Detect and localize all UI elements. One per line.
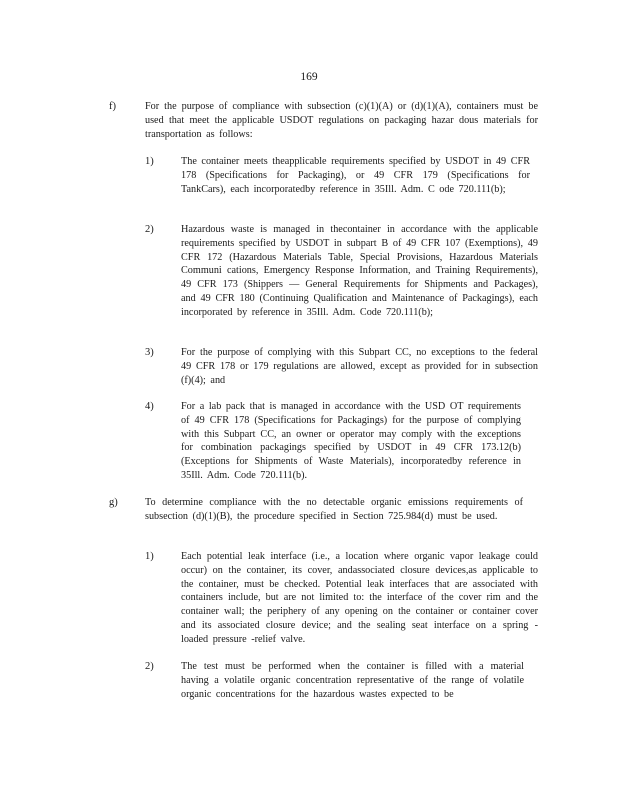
item-text-g1: Each potential leak interface (i.e., a location where organic vapor leakage could occur) on the container, its cover, andassociated closure devices,as applicable to the container, must be checked. Potential leak interfaces that are associated with containers include, but are not limited to: the interface of the cover rim and the container wall; the periphery of any opening on the container or container cover and its associated closure device; and the sealing seat interface on a spring -loaded pressure -relief valve. [181,551,538,645]
item-label-f4: 4) [145,401,154,412]
item-label-g1: 1) [145,551,154,562]
item-text-g2: The test must be performed when the container is filled with a material having a volatile organic concentration representative of the range of volatile organic concentrations for the hazardous wastes expected to be [181,661,524,700]
page-number: 169 [300,71,318,83]
item-label-g2: 2) [145,661,154,672]
item-label-f2: 2) [145,224,154,235]
item-label-f3: 3) [145,347,154,358]
section-label-g: g) [109,497,118,508]
item-text-f1: The container meets theapplicable requirements specified by USDOT in 49 CFR 178 (Specifications for Packaging), or 49 CFR 179 (Specifications for TankCars), each incorporatedby reference in 35Ill. Adm. C ode 720.111(b); [181,156,530,195]
item-text-f4: For a lab pack that is managed in accordance with the USD OT requirements of 49 CFR 178 (Specifications for Packagings) for the purpose of complying with this Subpart CC, an owner or operator may comply with the exceptions for combination packagings specified by USDOT in 49 CFR 173.12(b) (Exceptions for Shipments of Waste Materials), incorporatedby reference in 35Ill. Adm. Code 720.111(b). [181,401,521,481]
section-text-f: For the purpose of compliance with subsection (c)(1)(A) or (d)(1)(A), containers must be used that meet the applicable USDOT regulations on packaging hazar dous materials for transportation as follows: [145,101,538,140]
item-text-f2: Hazardous waste is managed in thecontainer in accordance with the applicable requirements specified by USDOT in subpart B of 49 CFR 107 (Exemptions), 49 CFR 172 (Hazardous Materials Table, Special Provisions, Hazardous Materials Communi cations, Emergency Response Information, and Training Requirements), 49 CFR 173 (Shippers — General Requirements for Shipments and Packages), and 49 CFR 180 (Continuing Qualification and Maintenance of Packagings), each incorporated by reference in 35Ill. Adm. Code 720.111(b); [181,224,538,318]
item-label-f1: 1) [145,156,154,167]
section-text-g: To determine compliance with the no detectable organic emissions requirements of subsection (d)(1)(B), the procedure specified in Section 725.984(d) must be used. [145,497,523,522]
section-label-f: f) [109,101,116,112]
item-text-f3: For the purpose of complying with this Subpart CC, no exceptions to the federal 49 CFR 178 or 179 regulations are allowed, except as provided for in subsection (f)(4); and [181,347,538,386]
